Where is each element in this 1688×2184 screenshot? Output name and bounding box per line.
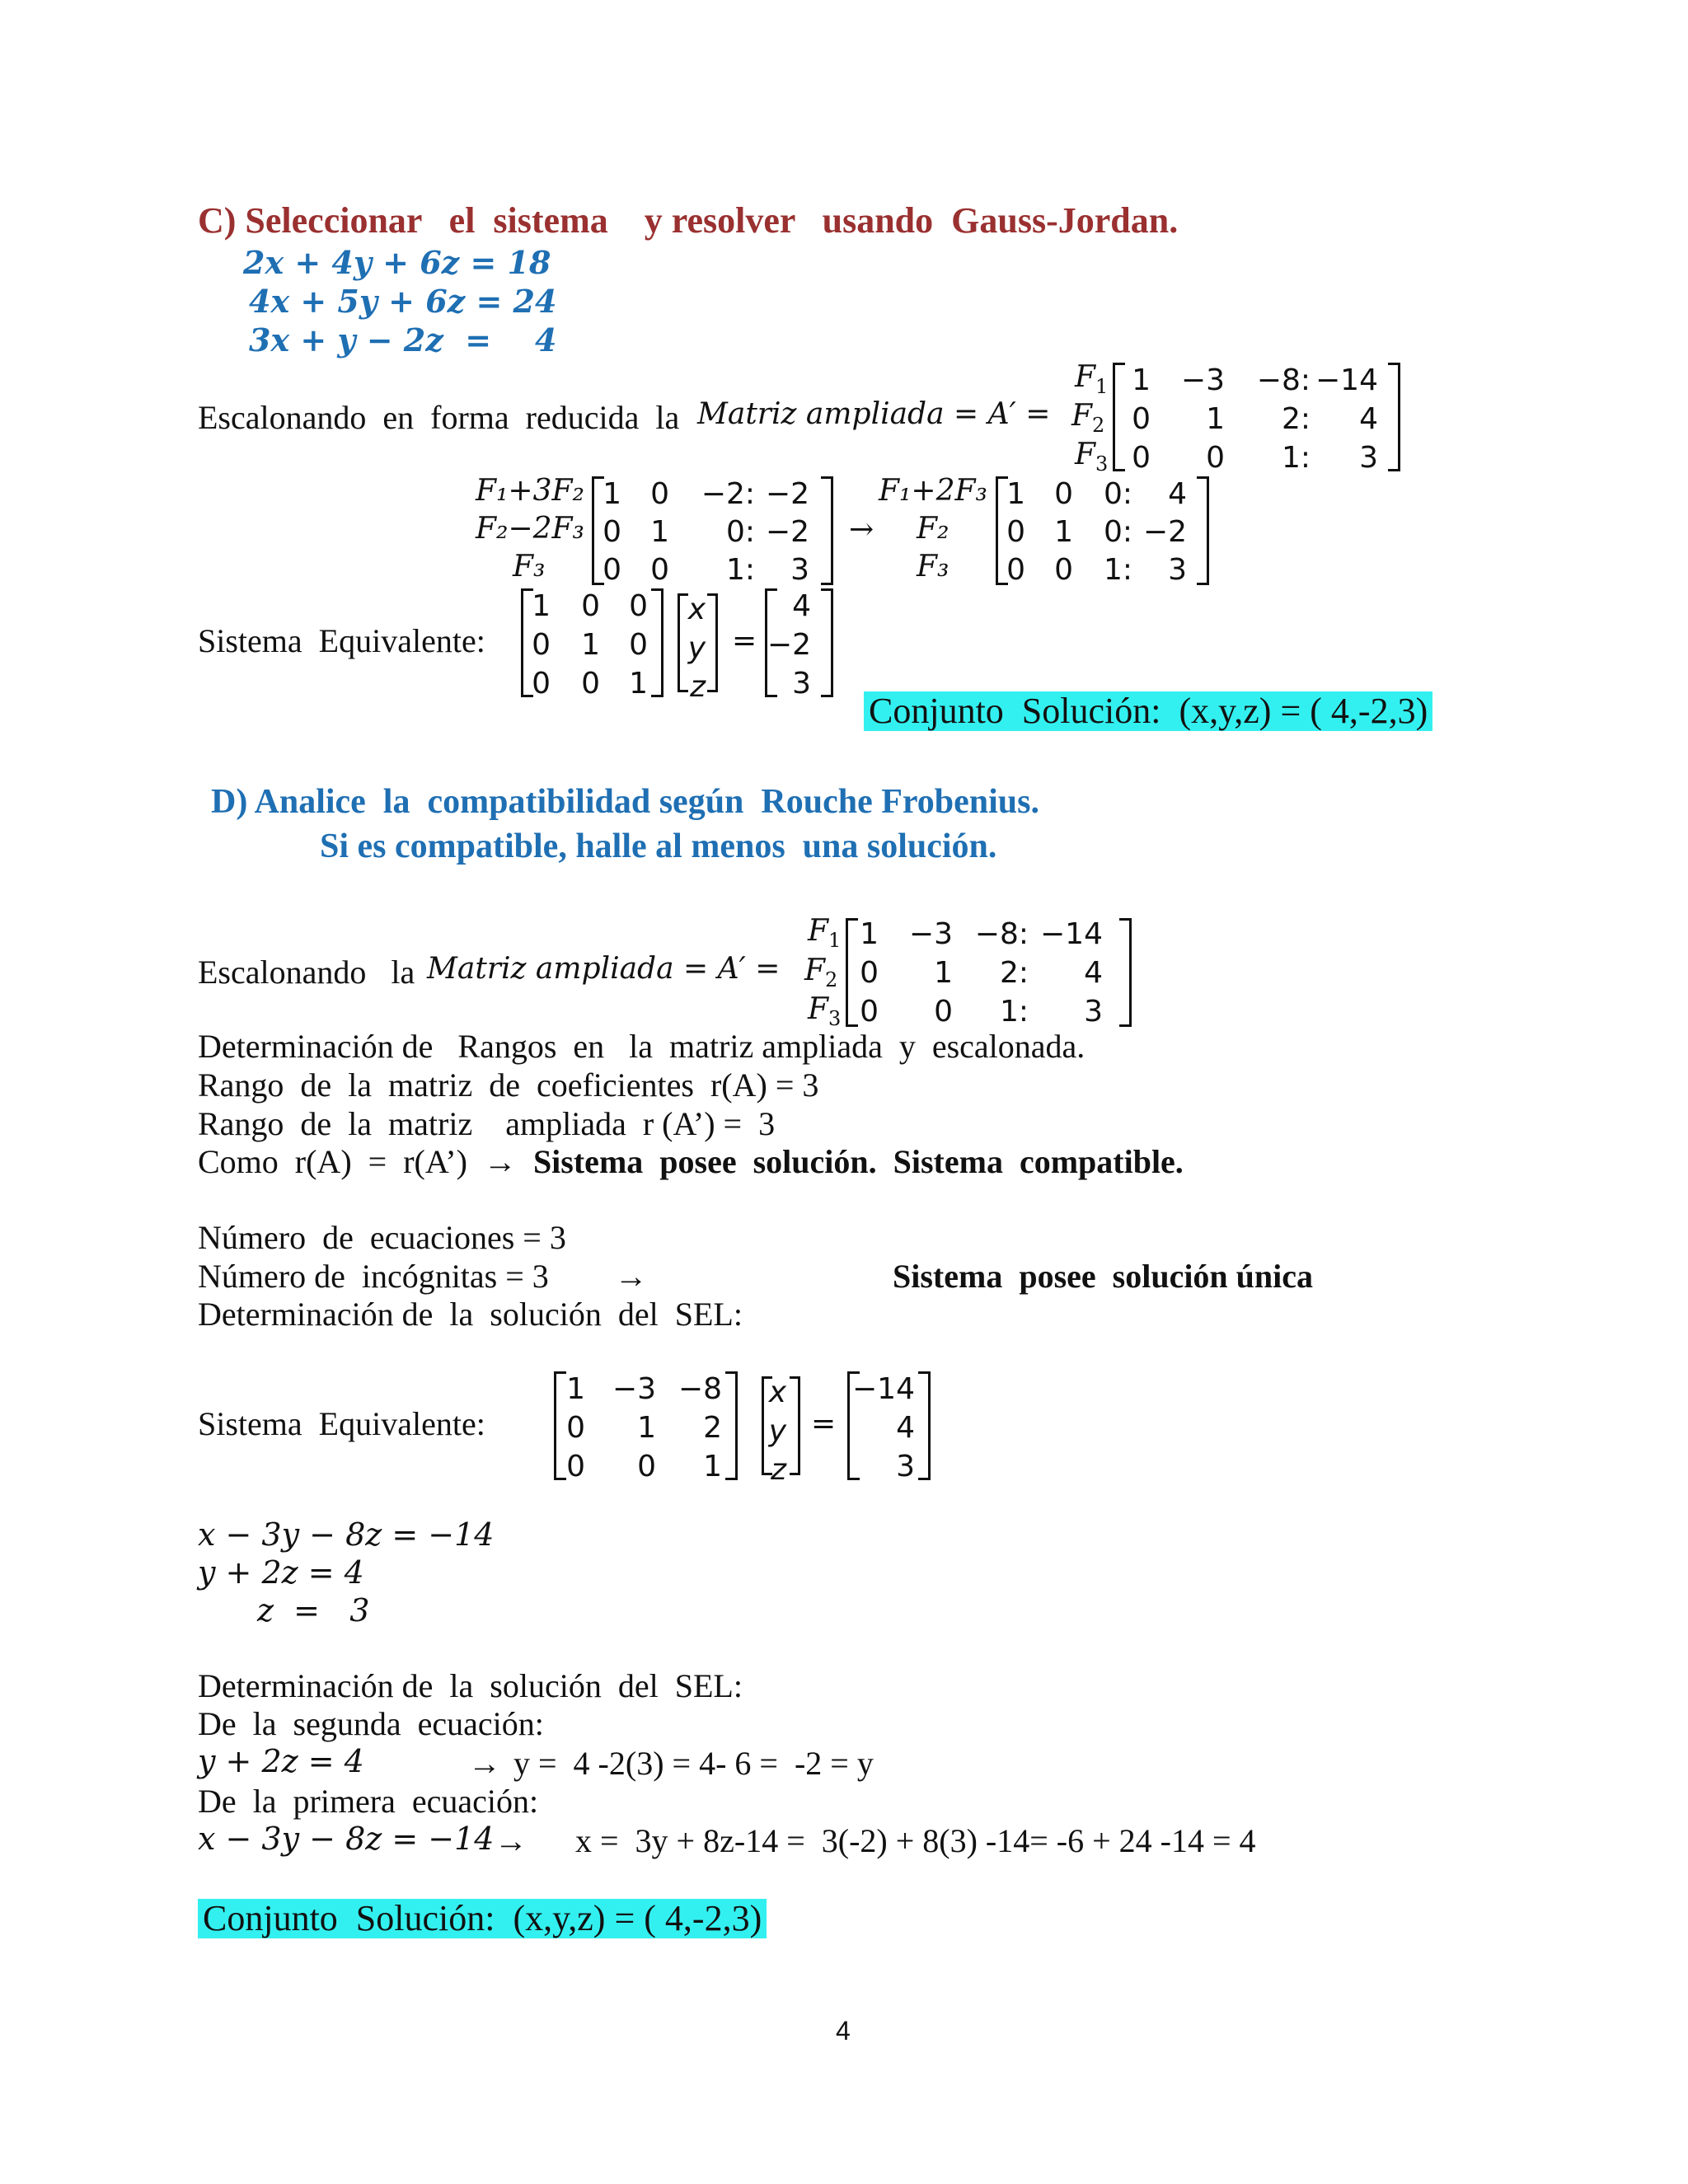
rank-line-3: Rango de la matriz ampliada r (A’) = 3 [198,1105,776,1142]
matrix-d-cell-r2c3: 2: [999,956,1029,990]
op-row2: F₂−2F₃ [476,512,584,546]
coef-d-cell-r1c1: 1 [566,1372,585,1406]
det-sel: Determinación de la solución del SEL: [198,1296,743,1333]
section-c-title: C) Seleccionar el sistema y resolver usando Gauss-Jordan. [198,200,1179,241]
vars-d-cell-r1c1: x [768,1376,786,1409]
matrix-d-cell-r2c4: 4 [1084,956,1103,990]
matrix3-cell-r3c4: 3 [1168,553,1187,587]
matrix-d-cell-r3c3: 1: [999,995,1029,1029]
n-ecuaciones: Número de ecuaciones = 3 [198,1219,566,1256]
matrix-d-cell-r3c2: 0 [934,995,953,1029]
coef-c-right-bracket [651,588,663,697]
matrix3-cell-r1c1: 1 [1006,477,1025,511]
coef-d-cell-r2c3: 2 [703,1411,722,1445]
solution-d: Conjunto Solución: (x,y,z) = ( 4,-2,3) [198,1899,767,1938]
step-math-d: Matriz ampliada = A′ = [427,952,781,986]
rhs-c-cell-r1c1: 4 [792,589,811,623]
system-eq-1: x − 3y − 8z = −14 [198,1516,495,1553]
det-sel-2: Determinación de la solución del SEL: [198,1667,743,1704]
equation-1: 2x + 4y + 6z = 18 [243,244,551,281]
matrix2-cell-r1c1: 1 [603,477,621,511]
section-d-title: D) Analice la compatibilidad según Rouche Frobenius. [211,783,1040,821]
coef-c-cell-r2c1: 0 [532,628,551,662]
coef-d-left-bracket [554,1371,566,1480]
matrix1-left-bracket [1113,363,1125,471]
d-row-label-f3: $F_3$ [808,992,842,1031]
system-eq-3: z = 3 [257,1592,370,1629]
op3-row1: F₁+2F₃ [879,474,987,508]
vars-d-cell-r2c1: y [768,1414,786,1448]
matrix1-cell-r3c3: 1: [1281,441,1311,475]
matrix3-cell-r2c4: −2 [1142,515,1187,549]
matrix1-cell-r3c4: 3 [1359,441,1378,475]
matrix1-cell-r1c3: −8: [1256,363,1311,397]
coef-c-cell-r3c3: 1 [629,667,648,701]
row-label-f3: $F_3$ [1075,438,1109,476]
coef-d-cell-r2c2: 1 [637,1411,656,1445]
matrix2-cell-r3c3: 1: [725,553,755,587]
matrix2-cell-r2c2: 1 [650,515,669,549]
matrix2-cell-r3c2: 0 [650,553,669,587]
matrix-d-cell-r2c2: 1 [934,956,953,990]
step-math: Matriz ampliada = A′ = [697,397,1051,431]
matrix3-cell-r3c2: 0 [1054,553,1073,587]
equiv-label-c: Sistema Equivalente: [198,622,485,659]
matrix-d-cell-r1c3: −8: [974,917,1029,951]
matrix-d-left-bracket [846,918,858,1027]
matrix1-cell-r2c4: 4 [1359,402,1378,436]
second-arrow: → [468,1745,501,1782]
op-row1: F₁+3F₂ [476,474,584,508]
first-calc: x = 3y + 8z-14 = 3(-2) + 8(3) -14= -6 + 24 -14 = 4 [575,1822,1256,1859]
coef-d-cell-r3c2: 0 [637,1450,656,1483]
matrix2-right-bracket [821,476,833,585]
rhs-c-right-bracket [821,588,833,697]
como-line [198,1143,1184,1180]
coef-c-cell-r1c2: 0 [581,589,600,623]
rank-line-1: Determinación de Rangos en la matriz ampliada y escalonada. [198,1028,1085,1065]
matrix1-cell-r1c4: −14 [1315,363,1378,397]
second-eq: y + 2z = 4 [198,1743,364,1779]
d-row-label-f2: $F_2$ [804,954,838,992]
row-label-f2: $F_2$ [1071,399,1105,438]
matrix1-cell-r2c2: 1 [1206,402,1225,436]
matrix2-cell-r3c4: 3 [790,553,809,587]
matrix3-cell-r3c1: 0 [1006,553,1025,587]
matrix3-cell-r1c3: 0: [1103,477,1132,511]
rhs-d-cell-r1c1: −14 [852,1372,915,1406]
matrix3-right-bracket [1197,476,1209,585]
first-label: De la primera ecuación: [198,1783,539,1820]
matrix2-cell-r3c1: 0 [603,553,621,587]
coef-d-cell-r1c3: −8 [678,1372,722,1406]
coef-d-cell-r2c1: 0 [566,1411,585,1445]
solution-c: Conjunto Solución: (x,y,z) = ( 4,-2,3) [864,691,1432,731]
matrix-d-cell-r2c1: 0 [860,956,879,990]
matrix3-cell-r2c2: 1 [1054,515,1073,549]
vars-c-right-bracket [707,593,718,692]
matrix3-cell-r2c1: 0 [1006,515,1025,549]
matrix2-cell-r1c3: −2: [701,477,755,511]
rhs-d-cell-r3c1: 3 [896,1450,915,1483]
como-text: Como r(A) = r(A’) → [198,1143,533,1180]
first-arrow: → [495,1822,528,1859]
op-row3: F₃ [513,550,546,583]
coef-c-cell-r1c1: 1 [532,589,551,623]
vars-d-cell-r3c1: z [771,1453,786,1487]
equation-2: 4x + 5y + 6z = 24 [249,283,557,320]
row-label-f1: $F_1$ [1075,360,1109,399]
matrix-d-cell-r1c1: 1 [860,917,879,951]
matrix1-cell-r1c1: 1 [1132,363,1151,397]
matrix-d-cell-r3c4: 3 [1084,995,1103,1029]
matrix-d-right-bracket [1119,918,1132,1027]
como-bold: Sistema posee solución. Sistema compatible. [532,1143,1184,1180]
vars-c-cell-r2c1: y [687,631,706,665]
rhs-d-cell-r2c1: 4 [896,1411,915,1445]
op3-row2: F₂ [917,512,950,546]
matrix1-cell-r2c3: 2: [1281,402,1311,436]
rhs-c-cell-r3c1: 3 [792,667,811,701]
equals-c: = [732,624,757,658]
coef-d-cell-r3c1: 0 [566,1450,585,1483]
matrix1-right-bracket [1388,363,1400,471]
coef-d-right-bracket [725,1371,738,1480]
matrix3-cell-r2c3: 0: [1103,515,1132,549]
vars-c-left-bracket [678,593,688,692]
coef-c-cell-r3c2: 0 [581,667,600,701]
page-number: 4 [836,2016,851,2046]
vars-c-cell-r1c1: x [687,593,706,626]
rhs-c-cell-r2c1: −2 [767,628,811,662]
equiv-label-d: Sistema Equivalente: [198,1405,485,1442]
matrix2-cell-r2c1: 0 [603,515,621,549]
solucion-unica: Sistema posee solución única [893,1258,1314,1295]
coef-d-cell-r3c3: 1 [703,1450,722,1483]
d-row-label-f1: $F_1$ [808,914,842,953]
matrix2-cell-r2c4: −2 [765,515,809,549]
matrix2-cell-r1c2: 0 [650,477,669,511]
first-eq: x − 3y − 8z = −14 [198,1821,495,1857]
matrix2-cell-r2c3: 0: [725,515,755,549]
coef-c-cell-r1c3: 0 [629,589,648,623]
matrix-d-cell-r1c4: −14 [1040,917,1103,951]
section-d-subtitle: Si es compatible, halle al menos una solución. [320,827,997,865]
arrow: → [849,513,874,546]
system-eq-2: y + 2z = 4 [198,1554,364,1591]
vars-c-cell-r3c1: z [690,670,706,704]
coef-d-cell-r1c2: −3 [612,1372,656,1406]
equals-d: = [811,1407,837,1441]
matrix3-cell-r3c3: 1: [1103,553,1132,587]
matrix1-cell-r3c2: 0 [1206,441,1225,475]
op3-row3: F₃ [917,550,950,583]
matrix1-cell-r2c1: 0 [1132,402,1151,436]
second-label: De la segunda ecuación: [198,1705,544,1742]
coef-c-cell-r2c3: 0 [629,628,648,662]
matrix1-cell-r1c2: −3 [1180,363,1225,397]
coef-c-cell-r2c2: 1 [581,628,600,662]
matrix-d-cell-r1c2: −3 [908,917,953,951]
matrix3-cell-r1c2: 0 [1054,477,1073,511]
matrix3-cell-r1c4: 4 [1168,477,1187,511]
rank-line-2: Rango de la matriz de coeficientes r(A) = 3 [198,1066,819,1104]
matrix2-cell-r1c4: −2 [765,477,809,511]
matrix-d-cell-r3c1: 0 [860,995,879,1029]
n-incognitas: Número de incógnitas = 3 → [198,1258,648,1295]
equation-3: 3x + y − 2z = 4 [249,321,557,359]
vars-d-right-bracket [790,1376,800,1475]
matrix1-cell-r3c1: 0 [1132,441,1151,475]
coef-c-cell-r3c1: 0 [532,667,551,701]
step-text: Escalonando en forma reducida la [198,399,696,436]
step-text-d: Escalonando la [198,954,432,991]
rhs-d-right-bracket [918,1371,931,1480]
second-calc: y = 4 -2(3) = 4- 6 = -2 = y [513,1745,874,1782]
